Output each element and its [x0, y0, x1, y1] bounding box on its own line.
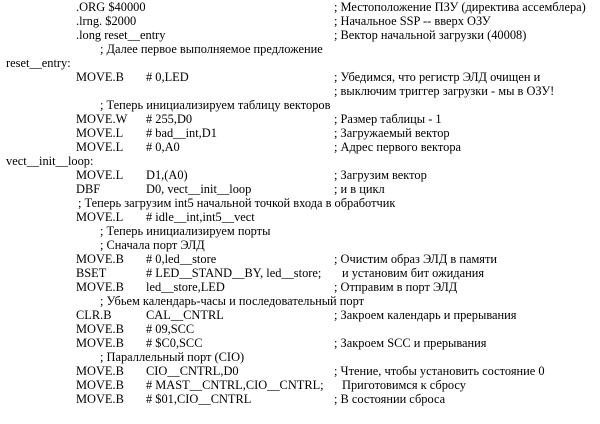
- line-args: # 0,led__store: [146, 252, 217, 266]
- line-args: CAL__CNTRL: [146, 308, 224, 322]
- line-comment: ; Теперь инициализируем порты: [100, 224, 271, 238]
- line-op: MOVE.B: [76, 70, 124, 84]
- line-args: # 09,SCC: [146, 322, 195, 336]
- line-comment: ; Размер таблицы - 1: [334, 112, 442, 126]
- line-op: DBF: [76, 182, 101, 196]
- line-op: MOVE.B: [76, 378, 124, 392]
- line-comment: ; Адрес первого вектора: [334, 140, 462, 154]
- line-op: MOVE.W: [76, 112, 128, 126]
- line-comment: ; Сначала порт ЭЛД: [100, 238, 205, 252]
- line-comment: ; Закроем SCC и прерывания: [334, 336, 487, 350]
- line-op: MOVE.B: [76, 280, 124, 294]
- line-args: led__store,LED: [146, 280, 225, 294]
- line-args: # 0,LED: [146, 70, 189, 84]
- line-args: # $01,CIO__CNTRL: [146, 392, 252, 406]
- line-op: MOVE.B: [76, 322, 124, 336]
- line-comment: и установим бит ожидания: [342, 266, 485, 280]
- line-op: MOVE.B: [76, 252, 124, 266]
- line-comment: ; Начальное SSP -- вверх ОЗУ: [334, 14, 491, 28]
- line-args: # 0,A0: [146, 140, 180, 154]
- line-args: # bad__int,D1: [146, 126, 217, 140]
- line-args: # 255,D0: [146, 112, 193, 126]
- line-comment: ; Местоположение ПЗУ (директива ассемблера): [334, 0, 586, 14]
- line-comment: ; В состоянии сброса: [334, 392, 446, 406]
- line-comment: ; Далее первое выполняемое предложение: [100, 42, 323, 56]
- line-op: .ORG $40000: [76, 0, 146, 14]
- line-comment: ; Теперь инициализируем таблицу векторов: [100, 98, 331, 112]
- line-label: reset__entry:: [6, 56, 71, 70]
- line-args: # LED__STAND__BY, led__store;: [146, 266, 322, 280]
- line-op: MOVE.B: [76, 392, 124, 406]
- line-op: CLR.B: [76, 308, 112, 322]
- line-comment: ; Убедимся, что регистр ЭЛД очищен и: [334, 70, 541, 84]
- line-comment: ; Убьем календарь-часы и последовательный порт: [100, 294, 365, 308]
- line-op: .long reset__entry: [76, 28, 166, 42]
- line-label: vect__init__loop:: [6, 154, 94, 168]
- line-op: MOVE.L: [76, 140, 124, 154]
- line-comment: ; Вектор начальной загрузки (40008): [334, 28, 527, 42]
- line-comment: ; Отправим в порт ЭЛД: [334, 280, 458, 294]
- line-op: MOVE.L: [76, 210, 124, 224]
- line-comment: ; Параллельный порт (CIO): [100, 350, 245, 364]
- line-comment: ; Очистим образ ЭЛД в памяти: [334, 252, 498, 266]
- line-op: MOVE.B: [76, 336, 124, 350]
- line-args: D1,(A0): [146, 168, 188, 182]
- line-comment: ; Загрузим вектор: [334, 168, 427, 182]
- line-comment: ; Загружаемый вектор: [334, 126, 450, 140]
- line-op: BSET: [76, 266, 107, 280]
- listing-line: [0, 392, 600, 408]
- line-op: .lrng. $2000: [76, 14, 137, 28]
- line-args: # idle__int,int5__vect: [146, 210, 255, 224]
- line-args: CIO__CNTRL,D0: [146, 364, 239, 378]
- line-op: MOVE.L: [76, 168, 124, 182]
- line-comment: ; Теперь загрузим int5 начальной точкой входа в обработчик: [78, 196, 396, 210]
- line-comment: ; и в цикл: [334, 182, 385, 196]
- line-args: D0, vect__init__loop: [146, 182, 252, 196]
- line-comment: ; Чтение, чтобы установить состояние 0: [334, 364, 545, 378]
- line-op: MOVE.B: [76, 364, 124, 378]
- line-comment: ; Закроем календарь и прерывания: [334, 308, 517, 322]
- line-args: # $C0,SCC: [146, 336, 203, 350]
- line-comment: ; выключим триггер загрузки - мы в ОЗУ!: [334, 84, 555, 98]
- line-comment: Приготовимся к сбросу: [342, 378, 466, 392]
- line-args: # MAST__CNTRL,CIO__CNTRL;: [146, 378, 324, 392]
- line-op: MOVE.L: [76, 126, 124, 140]
